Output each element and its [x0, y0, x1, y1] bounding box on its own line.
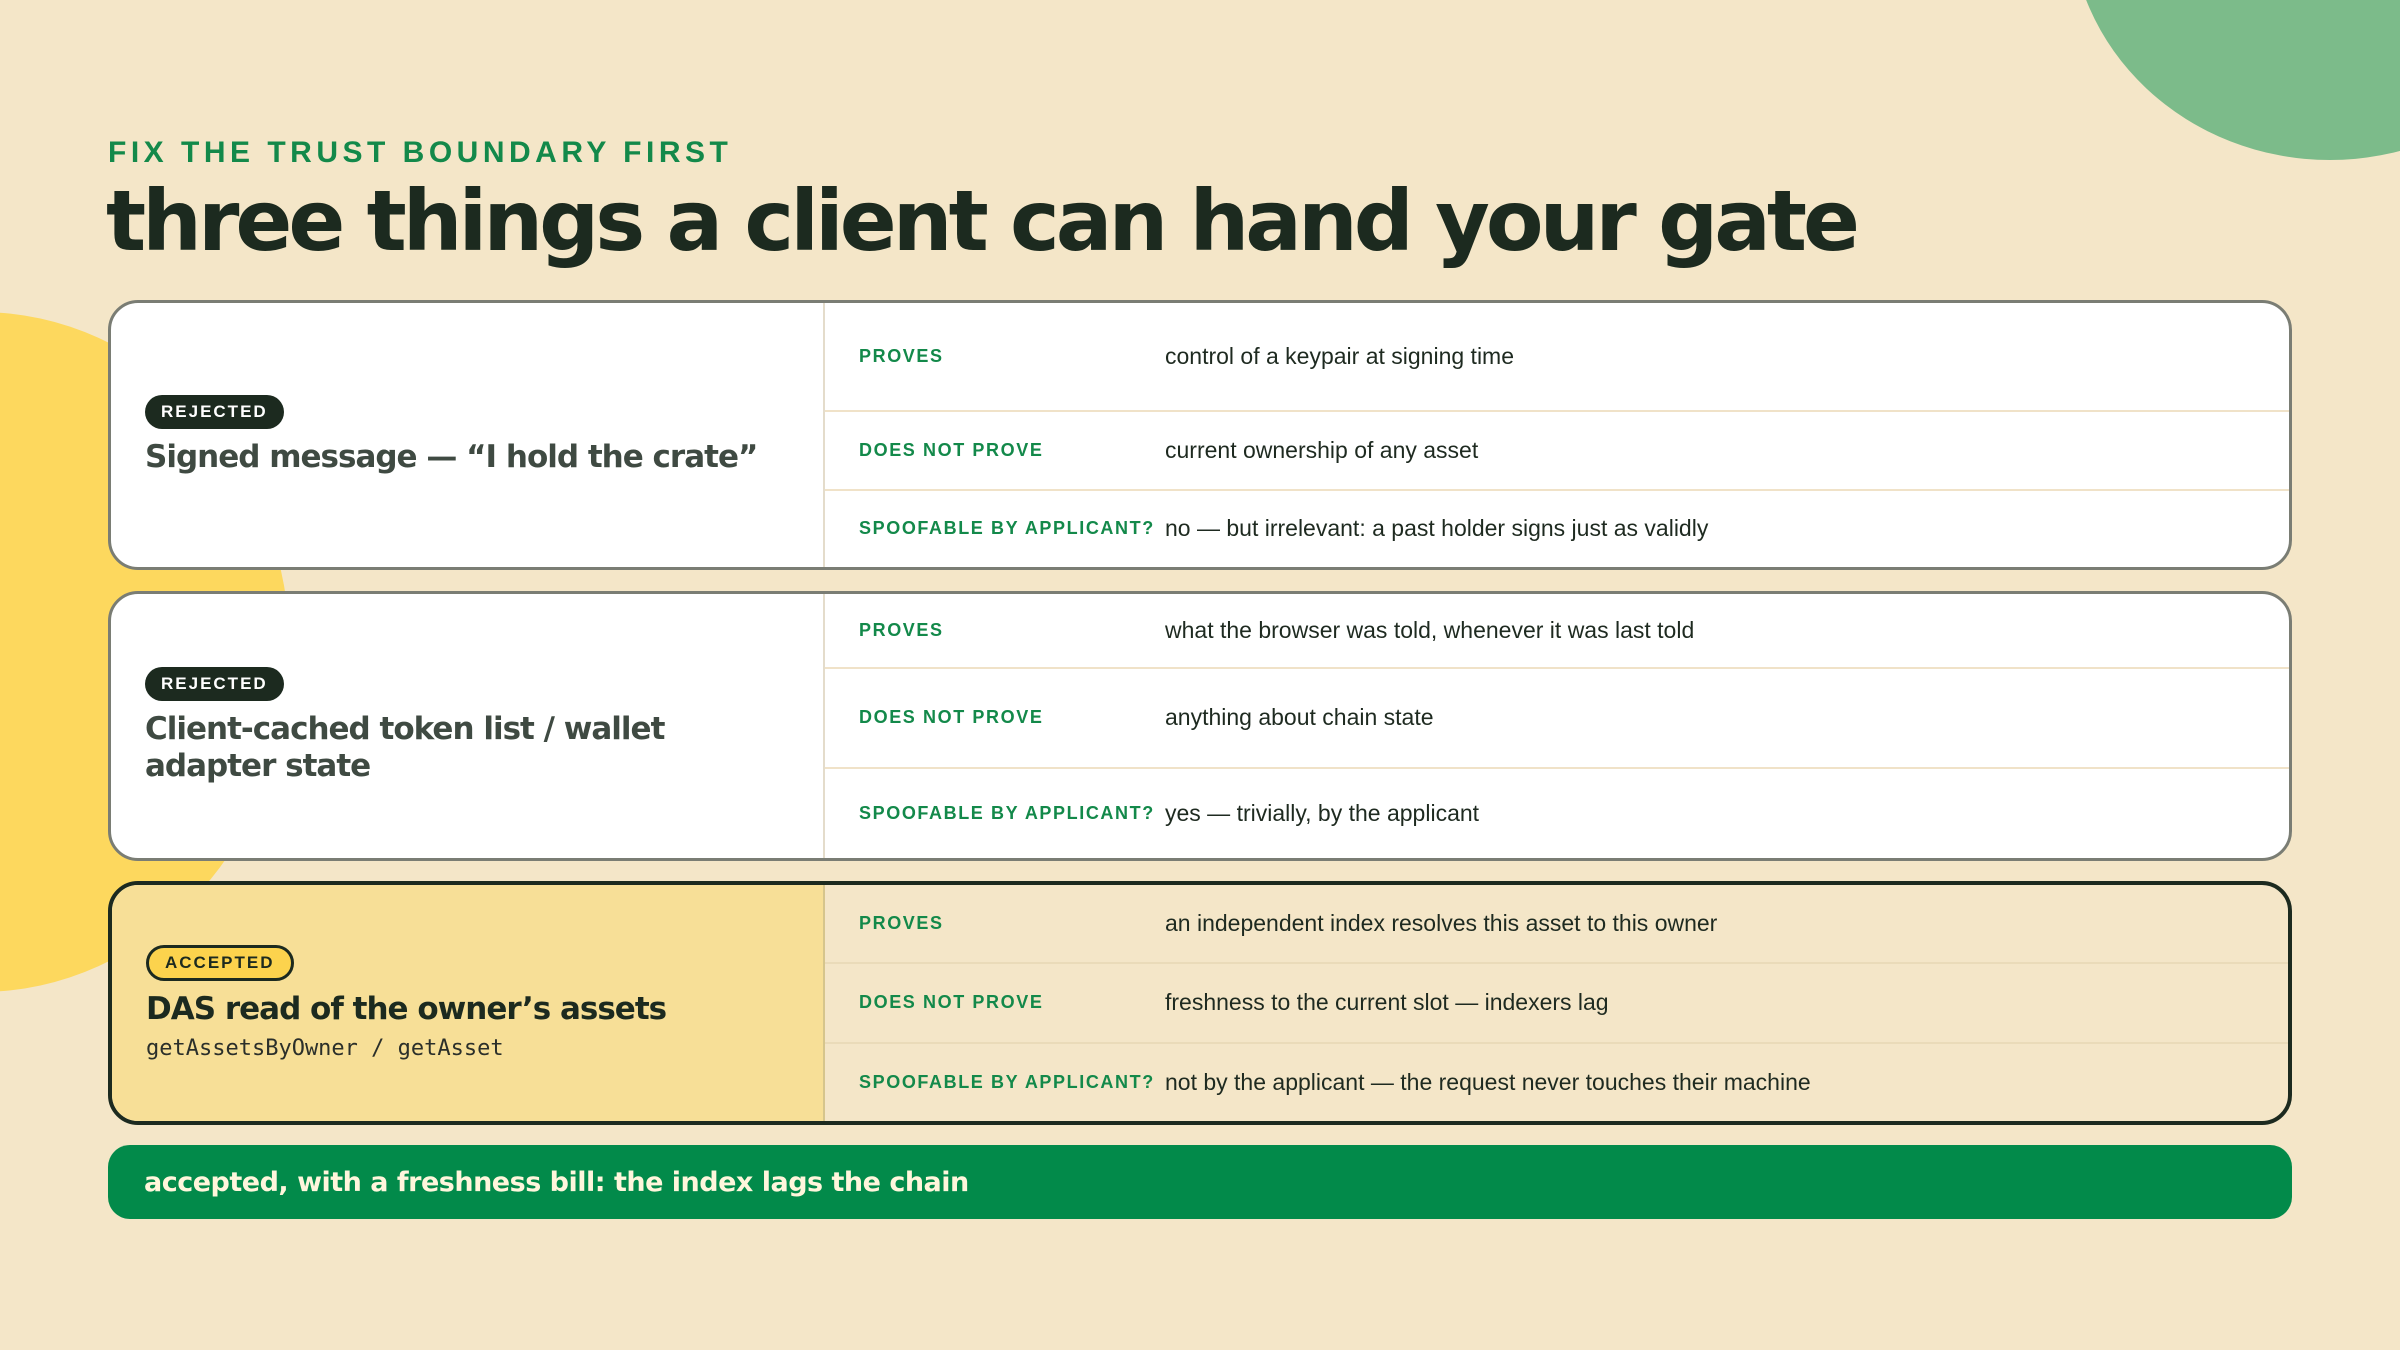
card-summary [111, 594, 825, 858]
card-title: Signed message — “I hold the crate” [145, 438, 758, 475]
banner-text: accepted, with a freshness bill: the index lags the chain [144, 1166, 969, 1198]
detail-row-spoofable [825, 769, 2289, 858]
card-details [825, 594, 2289, 858]
eyebrow-heading: FIX THE TRUST BOUNDARY FIRST [108, 136, 733, 169]
conclusion-banner [108, 1145, 2292, 1219]
detail-row-does-not-prove [825, 964, 2288, 1043]
detail-row-does-not-prove [825, 412, 2289, 490]
detail-row-spoofable [825, 1044, 2288, 1121]
detail-row-spoofable [825, 491, 2289, 567]
row-label: DOES NOT PROVE [859, 992, 1044, 1013]
status-badge: REJECTED [145, 667, 284, 701]
card-title: DAS read of the owner’s assets [146, 991, 667, 1027]
evidence-card-signed-message [108, 300, 2292, 570]
card-subtitle-api-methods: getAssetsByOwner / getAsset [146, 1036, 504, 1061]
row-value: not by the applicant — the request never touches their machine [1165, 1068, 1811, 1095]
decorative-green-circle [2070, 0, 2400, 160]
row-value: an independent index resolves this asset to this owner [1165, 910, 1718, 937]
row-value: no — but irrelevant: a past holder signs just as validly [1165, 515, 1709, 542]
status-badge: ACCEPTED [146, 945, 294, 981]
row-value: yes — trivially, by the applicant [1165, 799, 1480, 826]
row-value: what the browser was told, whenever it was last told [1165, 617, 1695, 643]
row-value: anything about chain state [1165, 704, 1434, 731]
row-label: SPOOFABLE BY APPLICANT? [859, 802, 1155, 823]
row-label: DOES NOT PROVE [859, 439, 1044, 460]
card-details [825, 303, 2289, 567]
evidence-card-das-read [108, 881, 2292, 1125]
card-details [825, 885, 2288, 1121]
detail-row-proves [825, 885, 2288, 964]
row-value: freshness to the current slot — indexers lag [1165, 989, 1609, 1016]
card-title: Client-cached token list / wallet adapter state [145, 711, 665, 784]
row-value: control of a keypair at signing time [1165, 343, 1515, 370]
row-label: SPOOFABLE BY APPLICANT? [859, 1071, 1155, 1092]
row-label: PROVES [859, 913, 944, 934]
row-label: PROVES [859, 620, 944, 640]
row-value: current ownership of any asset [1165, 436, 1479, 463]
card-summary [112, 885, 825, 1121]
row-label: SPOOFABLE BY APPLICANT? [859, 518, 1155, 539]
row-label: DOES NOT PROVE [859, 707, 1044, 728]
row-label: PROVES [859, 346, 944, 367]
status-badge: REJECTED [145, 395, 284, 429]
page-title: three things a client can hand your gate [106, 172, 1857, 270]
detail-row-proves [825, 594, 2289, 669]
detail-row-does-not-prove [825, 669, 2289, 769]
card-summary [111, 303, 825, 567]
evidence-card-client-cache [108, 591, 2292, 861]
detail-row-proves [825, 303, 2289, 412]
